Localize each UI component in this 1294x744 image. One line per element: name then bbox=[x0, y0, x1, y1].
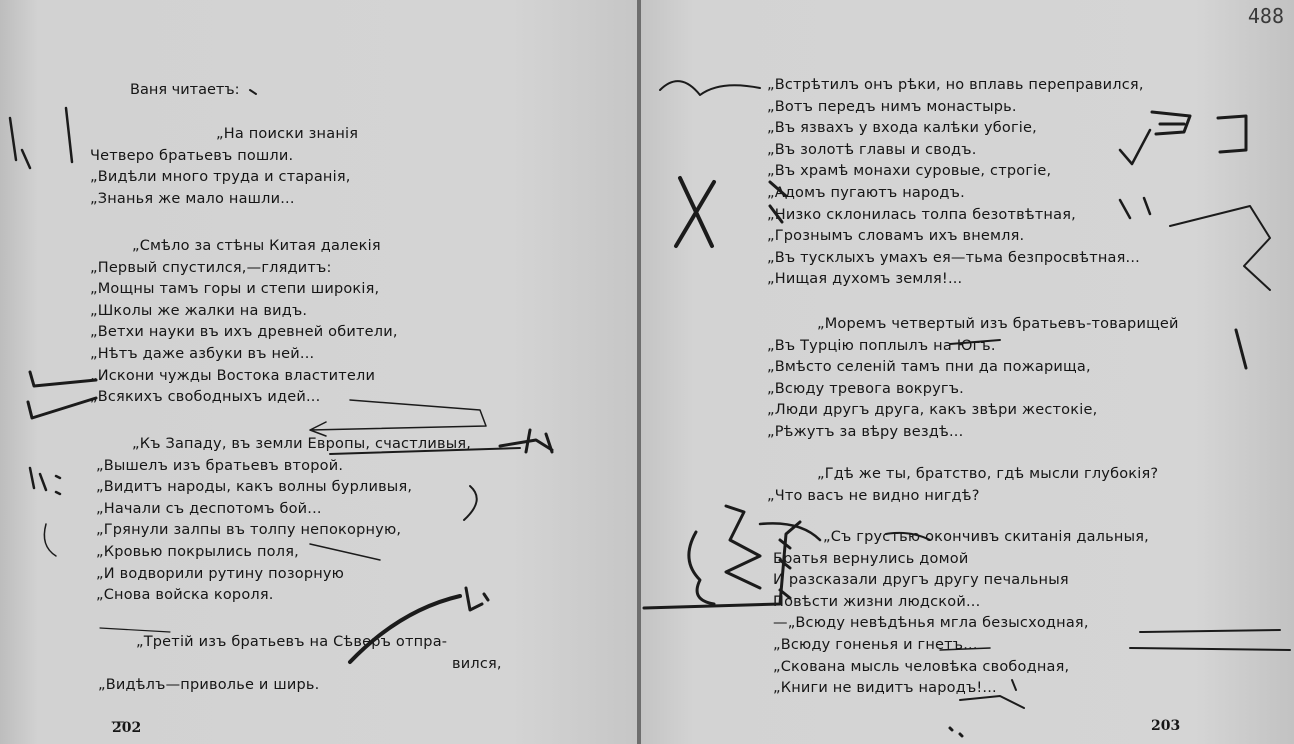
intro-line: Ваня читаетъ: bbox=[130, 82, 240, 98]
verse-line: „Къ Западу, въ земли Европы, счастливыя, bbox=[132, 436, 472, 452]
stanza-right-1 bbox=[767, 75, 1144, 291]
verse-line: „Кровью покрылись поля, bbox=[96, 543, 299, 560]
verse-line: „Съ грустью окончивъ скитанія дальныя, bbox=[823, 529, 1149, 545]
verse-line: „Искони чужды Востока властители bbox=[90, 367, 376, 384]
verse-line: „И водворили рутину позорную bbox=[96, 565, 345, 582]
verse-line: „Адомъ пугаютъ народъ. bbox=[767, 184, 965, 201]
verse-line: „Скована мысль человѣка свободная, bbox=[773, 658, 1070, 675]
verse-line: „Въ Турцію поплылъ на Югъ. bbox=[767, 337, 996, 354]
verse-line: „Вмѣсто селеній тамъ пни да пожарища, bbox=[767, 359, 1091, 376]
stanza-right-2 bbox=[767, 314, 1179, 444]
verse-line: „Первый спустился,—глядитъ: bbox=[90, 259, 332, 276]
verse-line: „Нѣтъ даже азбуки въ ней... bbox=[90, 345, 315, 362]
verse-line: „Смѣло за стѣны Китая далекія bbox=[132, 238, 381, 254]
stanza-right-3 bbox=[767, 464, 1158, 507]
verse-line: „Вотъ передъ нимъ монастырь. bbox=[767, 98, 1017, 115]
verse-line: „Моремъ четвертый изъ братьевъ-товарищей bbox=[817, 316, 1179, 332]
verse-line: „Третій изъ братьевъ на Сѣверъ отпра- bbox=[136, 634, 448, 650]
verse-line: „Въ храмѣ монахи суровые, строгіе, bbox=[767, 163, 1052, 180]
stanza-right-4 bbox=[773, 527, 1149, 700]
stanza-left-2 bbox=[90, 236, 398, 409]
verse-line: —„Всюду невѣдѣнья мгла безысходная, bbox=[773, 615, 1089, 632]
verse-line: „Въ тусклыхъ умахъ ея—тьма безпросвѣтная... bbox=[767, 249, 1140, 266]
verse-line: „Снова войска короля. bbox=[96, 587, 274, 604]
verse-line: „Что васъ не видно нигдѣ? bbox=[767, 487, 980, 504]
stanza-left-1 bbox=[90, 124, 358, 210]
left-page bbox=[0, 0, 638, 744]
verse-line: „Мощны тамъ горы и степи широкія, bbox=[90, 281, 380, 298]
verse-line: „На поиски знанія bbox=[216, 126, 359, 142]
stanza-left-4 bbox=[98, 632, 502, 697]
verse-line: „Грознымъ словамъ ихъ внемля. bbox=[767, 228, 1025, 245]
verse-line: „Вышелъ изъ братьевъ второй. bbox=[96, 457, 344, 474]
verse-line: Братья вернулись домой bbox=[773, 550, 969, 567]
verse-line: „Нищая духомъ земля!... bbox=[767, 271, 963, 288]
verse-line: „Видѣли много труда и старанія, bbox=[90, 169, 351, 186]
verse-line: „Всякихъ свободныхъ идей... bbox=[90, 389, 321, 406]
verse-line: „Въ язвахъ у входа калѣки убогіе, bbox=[767, 120, 1037, 137]
verse-line: „Ветхи науки въ ихъ древней обители, bbox=[90, 324, 398, 341]
page-number-right: 203 bbox=[1151, 718, 1181, 734]
verse-line: Повѣсти жизни людской... bbox=[773, 593, 981, 610]
verse-line: вился, bbox=[452, 655, 502, 672]
right-page bbox=[641, 0, 1294, 744]
verse-line: „Низко склонилась толпа безотвѣтная, bbox=[767, 206, 1076, 223]
verse-line: „Знанья же мало нашли... bbox=[90, 190, 295, 207]
verse-line: „Видѣлъ—приволье и ширь. bbox=[98, 677, 320, 694]
verse-line: „Школы же жалки на видъ. bbox=[90, 302, 308, 319]
verse-line: „Книги не видитъ народъ!... bbox=[773, 680, 997, 697]
verse-line: „Начали съ деспотомъ бой... bbox=[96, 500, 322, 517]
verse-line: „Люди другъ друга, какъ звѣри жестокіе, bbox=[767, 402, 1098, 419]
verse-line: Четверо братьевъ пошли. bbox=[90, 147, 294, 164]
verse-line: „Въ золотѣ главы и сводъ. bbox=[767, 141, 977, 158]
archive-number: 488 bbox=[1247, 4, 1284, 28]
stanza-left-3 bbox=[96, 434, 471, 607]
verse-line: „Грянули залпы въ толпу непокорную, bbox=[96, 522, 402, 539]
verse-line: „Всюду тревога вокругъ. bbox=[767, 380, 964, 397]
verse-line: „Всюду гоненья и гнетъ... bbox=[773, 636, 978, 653]
verse-line: И разсказали другъ другу печальныя bbox=[773, 572, 1069, 589]
verse-line: „Рѣжутъ за вѣру вездѣ... bbox=[767, 423, 964, 440]
verse-line: „Встрѣтилъ онъ рѣки, но вплавь переправился, bbox=[767, 77, 1144, 93]
verse-line: „Видитъ народы, какъ волны бурливыя, bbox=[96, 479, 413, 496]
verse-line: „Гдѣ же ты, братство, гдѣ мысли глубокія? bbox=[817, 466, 1159, 482]
page-number-left: 202 bbox=[112, 720, 142, 736]
